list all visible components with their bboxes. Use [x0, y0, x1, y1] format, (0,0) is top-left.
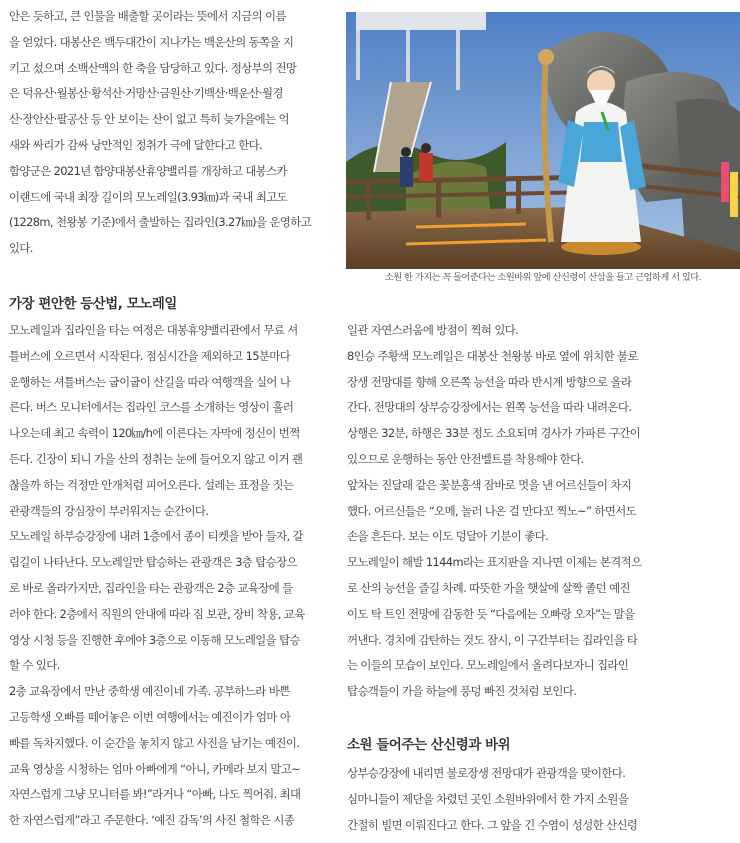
- mountain-spirit-photo: [346, 12, 740, 269]
- intro-text-block: [9, 4, 327, 262]
- section2-heading: 소원 들어주는 산신령과 바위: [347, 738, 511, 753]
- section1-heading: 가장 편안한 등산법, 모노레일: [9, 297, 177, 312]
- section2-paragraph-1: 상부승강장에 내리면 불로장생 전망대가 관광객을 맞이한다. 심마니들이 제단을 차렸던 곳인 소원바위에서 한 가지 소원을 간절히 빌면 이뤄진다고 한다. 그 앞을 긴 수염이 성성한 산신령: [347, 766, 638, 832]
- right-paragraph-2: 8인승 주황색 모노레일은 대봉산 천왕봉 바로 옆에 위치한 불로 장생 전망대를 향해 오른쪽 능선을 따라 반시계 방향으로 올라 간다. 전망대의 상부승강장에서는 왼쪽 능선을 따라 내려온다. 상행은 32분, 하행은 33분 정도 소요되며 경사가 가파른 구간이 있으므로 운행하는 동안 안전벨트를 착용해야 한다.: [347, 348, 641, 466]
- right-column-body: [347, 318, 665, 705]
- right-paragraph-1: 일관 자연스러움에 방점이 찍혀 있다.: [347, 323, 519, 337]
- intro-paragraph-1: 안은 듯하고, 큰 인물을 배출할 곳이라는 뜻에서 지금의 이름 을 얻었다. 대봉산은 백두대간이 지나가는 백운산의 동쪽을 지 키고 섰으며 소백산맥의 한 축을 담당하고 있다. 정상부의 전망 은 덕유산·월봉산·황석산·거망산·금원산·기백산·백운산·월경 산·장안산·팔공산 등 안 보이는 산이 없고 특히 늦가을에는 억 새와 싸리가 감싸 낭만적인 정취가 극에 달한다고 한다.: [9, 9, 297, 152]
- left-column-body: [9, 318, 327, 834]
- intro-paragraph-2: 함양군은 2021년 함양대봉산휴양밸리를 개장하고 대봉스카 이랜드에 국내 최장 길이의 모노레일(3.93㎞)과 국내 최고도 (1228m, 천왕봉 기준)에서 출발하는 집라인(3.27㎞)을 운영하고 있다.: [9, 163, 312, 256]
- section-wish-rock: [347, 735, 665, 838]
- left-paragraph-2: 모노레일 하부승강장에 내려 1층에서 종이 티켓을 받아 들자, 갈 림길이 나타난다. 모노레일만 탑승하는 관광객은 3층 탑승장으 로 바로 올라가지만, 집라인을 타는 관광객은 2층 교육장에 들 러야 한다. 2층에서 직원의 안내에 따라 짐 보관, 장비 착용, 교육 영상 시청 등을 진행한 후에야 3층으로 이동해 모노레일을 탑승 할 수 있다.: [9, 529, 305, 673]
- right-paragraph-4: 모노레일이 해발 1144m라는 표지판을 지나면 이제는 본격적으 로 산의 능선을 즐길 차례. 따뜻한 가을 햇살에 살짝 졸던 예진 이도 탁 트인 전망에 감동한 듯 “다음에는 오빠랑 오자”는 말을 꺼낸다. 경치에 감탄하는 것도 잠시, 이 구간부터는 집라인을 타 는 이들의 모습이 보인다. 모노레일에서 올려다보자니 집라인 탑승객들이 가을 하늘에 풍덩 빠진 것처럼 보인다.: [347, 555, 642, 699]
- section-heading-monorail: [9, 294, 327, 316]
- right-paragraph-3: 앞차는 진달래 같은 꽃분홍색 잠바로 멋을 낸 어르신들이 차지 했다. 어르신들은 “오메, 놀러 나온 걸 만다꼬 찍노~” 하면서도 손을 흔든다. 보는 이도 덩달아 기분이 좋다.: [347, 477, 637, 544]
- photo-caption: 소원 한 가지는 꼭 들어준다는 소원바위 앞에 산신령이 산삼을 들고 근엄하게 서 있다.: [384, 272, 702, 283]
- left-paragraph-1: 모노레일과 집라인을 타는 여정은 대봉휴양밸리관에서 무료 셔 틀버스에 오르면서 시작된다. 점심시간을 제외하고 15분마다 운행하는 셔틀버스는 굽이굽이 산길을 따라 여행객을 실어 나 른다. 버스 모니터에서는 집라인 코스를 소개하는 영상이 흘러 나오는데 최고 속력이 120㎞/h에 이른다는 자막에 정신이 번쩍 든다. 긴장이 되니 가을 산의 정취는 눈에 들어오지 않고 이거 괜 찮을까 하는 걱정만 안개처럼 피어오른다. 설레는 표정을 짓는 관광객들의 강심장이 부러워지는 순간이다.: [9, 323, 303, 518]
- left-paragraph-3: 2층 교육장에서 만난 중학생 예진이네 가족. 공부하느라 바쁜 고등학생 오빠를 떼어놓은 이번 여행에서는 예진이가 엄마 아 빠를 독차지했다. 이 순간을 놓치지 않고 사진을 남기는 예진이. 교육 영상을 시청하는 엄마 아빠에게 “아니, 카메라 보지 말고~ 자연스럽게 그냥 모니터를 봐!”라거나 “아빠, 나도 찍어줘. 최대 한 자연스럽게”라고 주문한다. ‘예진 감독’의 사진 철학은 시종: [9, 684, 301, 828]
